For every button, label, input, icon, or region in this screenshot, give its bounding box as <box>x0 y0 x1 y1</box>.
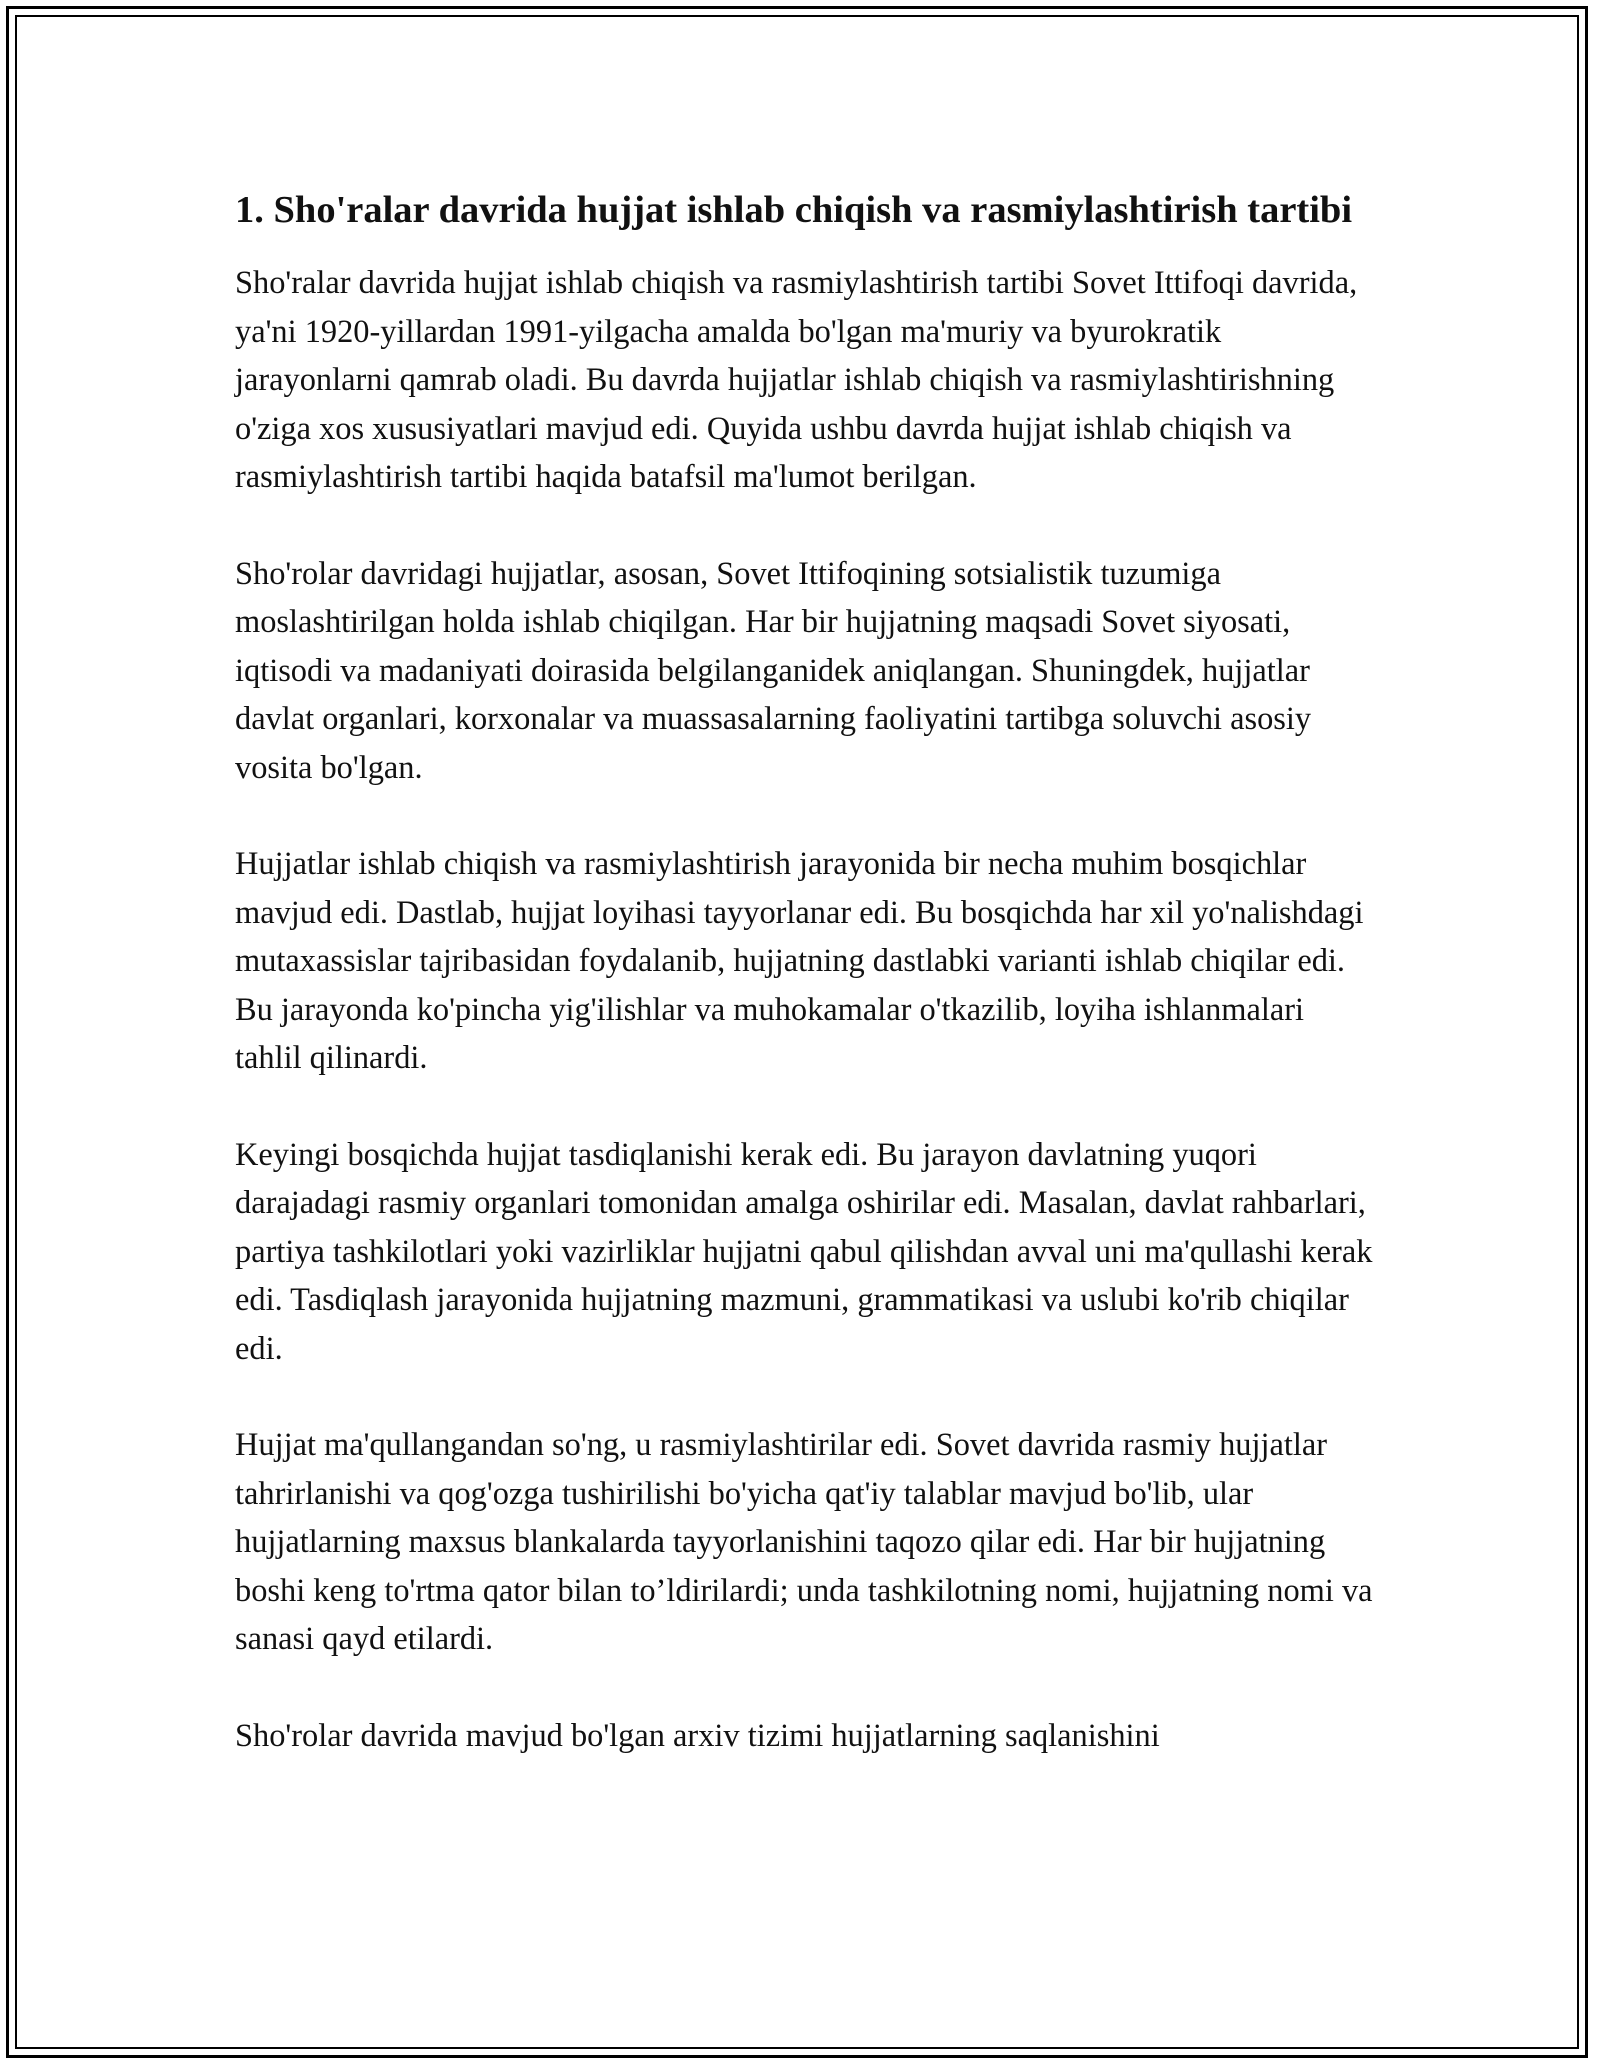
paragraph-1: Sho'ralar davrida hujjat ishlab chiqish va rasmiylashtirish tartibi Sovet Ittifoqi davrida, ya'ni 1920-yillardan 1991-yilgacha amalda bo'lgan ma'muriy va byurokratik jarayonlarni qamrab oladi. Bu davrda hujjatlar ishlab chiqish va rasmiylashtirishning o'ziga xos xususiyatlari mavjud edi. Quyida ushbu davrda hujjat ishlab chiqish va rasmiylashtirish tartibi haqida batafsil ma'lumot berilgan. <box>235 265 1358 495</box>
paragraph-6: Sho'rolar davrida mavjud bo'lgan arxiv tizimi hujjatlarning saqlanishini <box>235 1717 1160 1754</box>
paragraph-4: Keyingi bosqichda hujjat tasdiqlanishi kerak edi. Bu jarayon davlatning yuqori darajadagi rasmiy organlari tomonidan amalga oshirilar edi. Masalan, davlat rahbarlari, partiya tashkilotlari yoki vazirliklar hujjatni qabul qilishdan avval uni ma'qullashi kerak edi. Tasdiqlash jarayonida hujjatning mazmuni, grammatikasi va uslubi ko'rib chiqilar edi. <box>235 1136 1373 1367</box>
paragraph-2: Sho'rolar davridagi hujjatlar, asosan, Sovet Ittifoqining sotsialistik tuzumiga moslashtirilgan holda ishlab chiqilgan. Har bir hujjatning maqsadi Sovet siyosati, iqtisodi va madaniyati doirasida belgilanganidek aniqlangan. Shuningdek, hujjatlar davlat organlari, korxonalar va muassasalarning faoliyatini tartibga soluvchi asosiy vosita bo'lgan. <box>235 555 1312 786</box>
document-body <box>235 183 1375 1808</box>
section-heading: 1. Sho'ralar davrida hujjat ishlab chiqish va rasmiylashtirish tartibi <box>235 189 1353 231</box>
paragraph-3: Hujjatlar ishlab chiqish va rasmiylashtirish jarayonida bir necha muhim bosqichlar mavjud edi. Dastlab, hujjat loyihasi tayyorlanar edi. Bu bosqichda har xil yo'nalishdagi mutaxassislar tajribasidan foydalanib, hujjatning dastlabki varianti ishlab chiqilar edi. Bu jarayonda ko'pincha yig'ilishlar va muhokamalar o'tkazilib, loyiha ishlanmalari tahlil qilinardi. <box>235 846 1364 1076</box>
paragraph-5: Hujjat ma'qullangandan so'ng, u rasmiylashtirilar edi. Sovet davrida rasmiy hujjatlar tahrirlanishi va qog'ozga tushirilishi bo'yicha qat'iy talablar mavjud bo'lib, ular hujjatlarning maxsus blankalarda tayyorlanishini taqozo qilar edi. Har bir hujjatning boshi keng to'rtma qator bilan to’ldirilardi; unda tashkilotning nomi, hujjatning nomi va sanasi qayd etilardi. <box>235 1427 1373 1657</box>
